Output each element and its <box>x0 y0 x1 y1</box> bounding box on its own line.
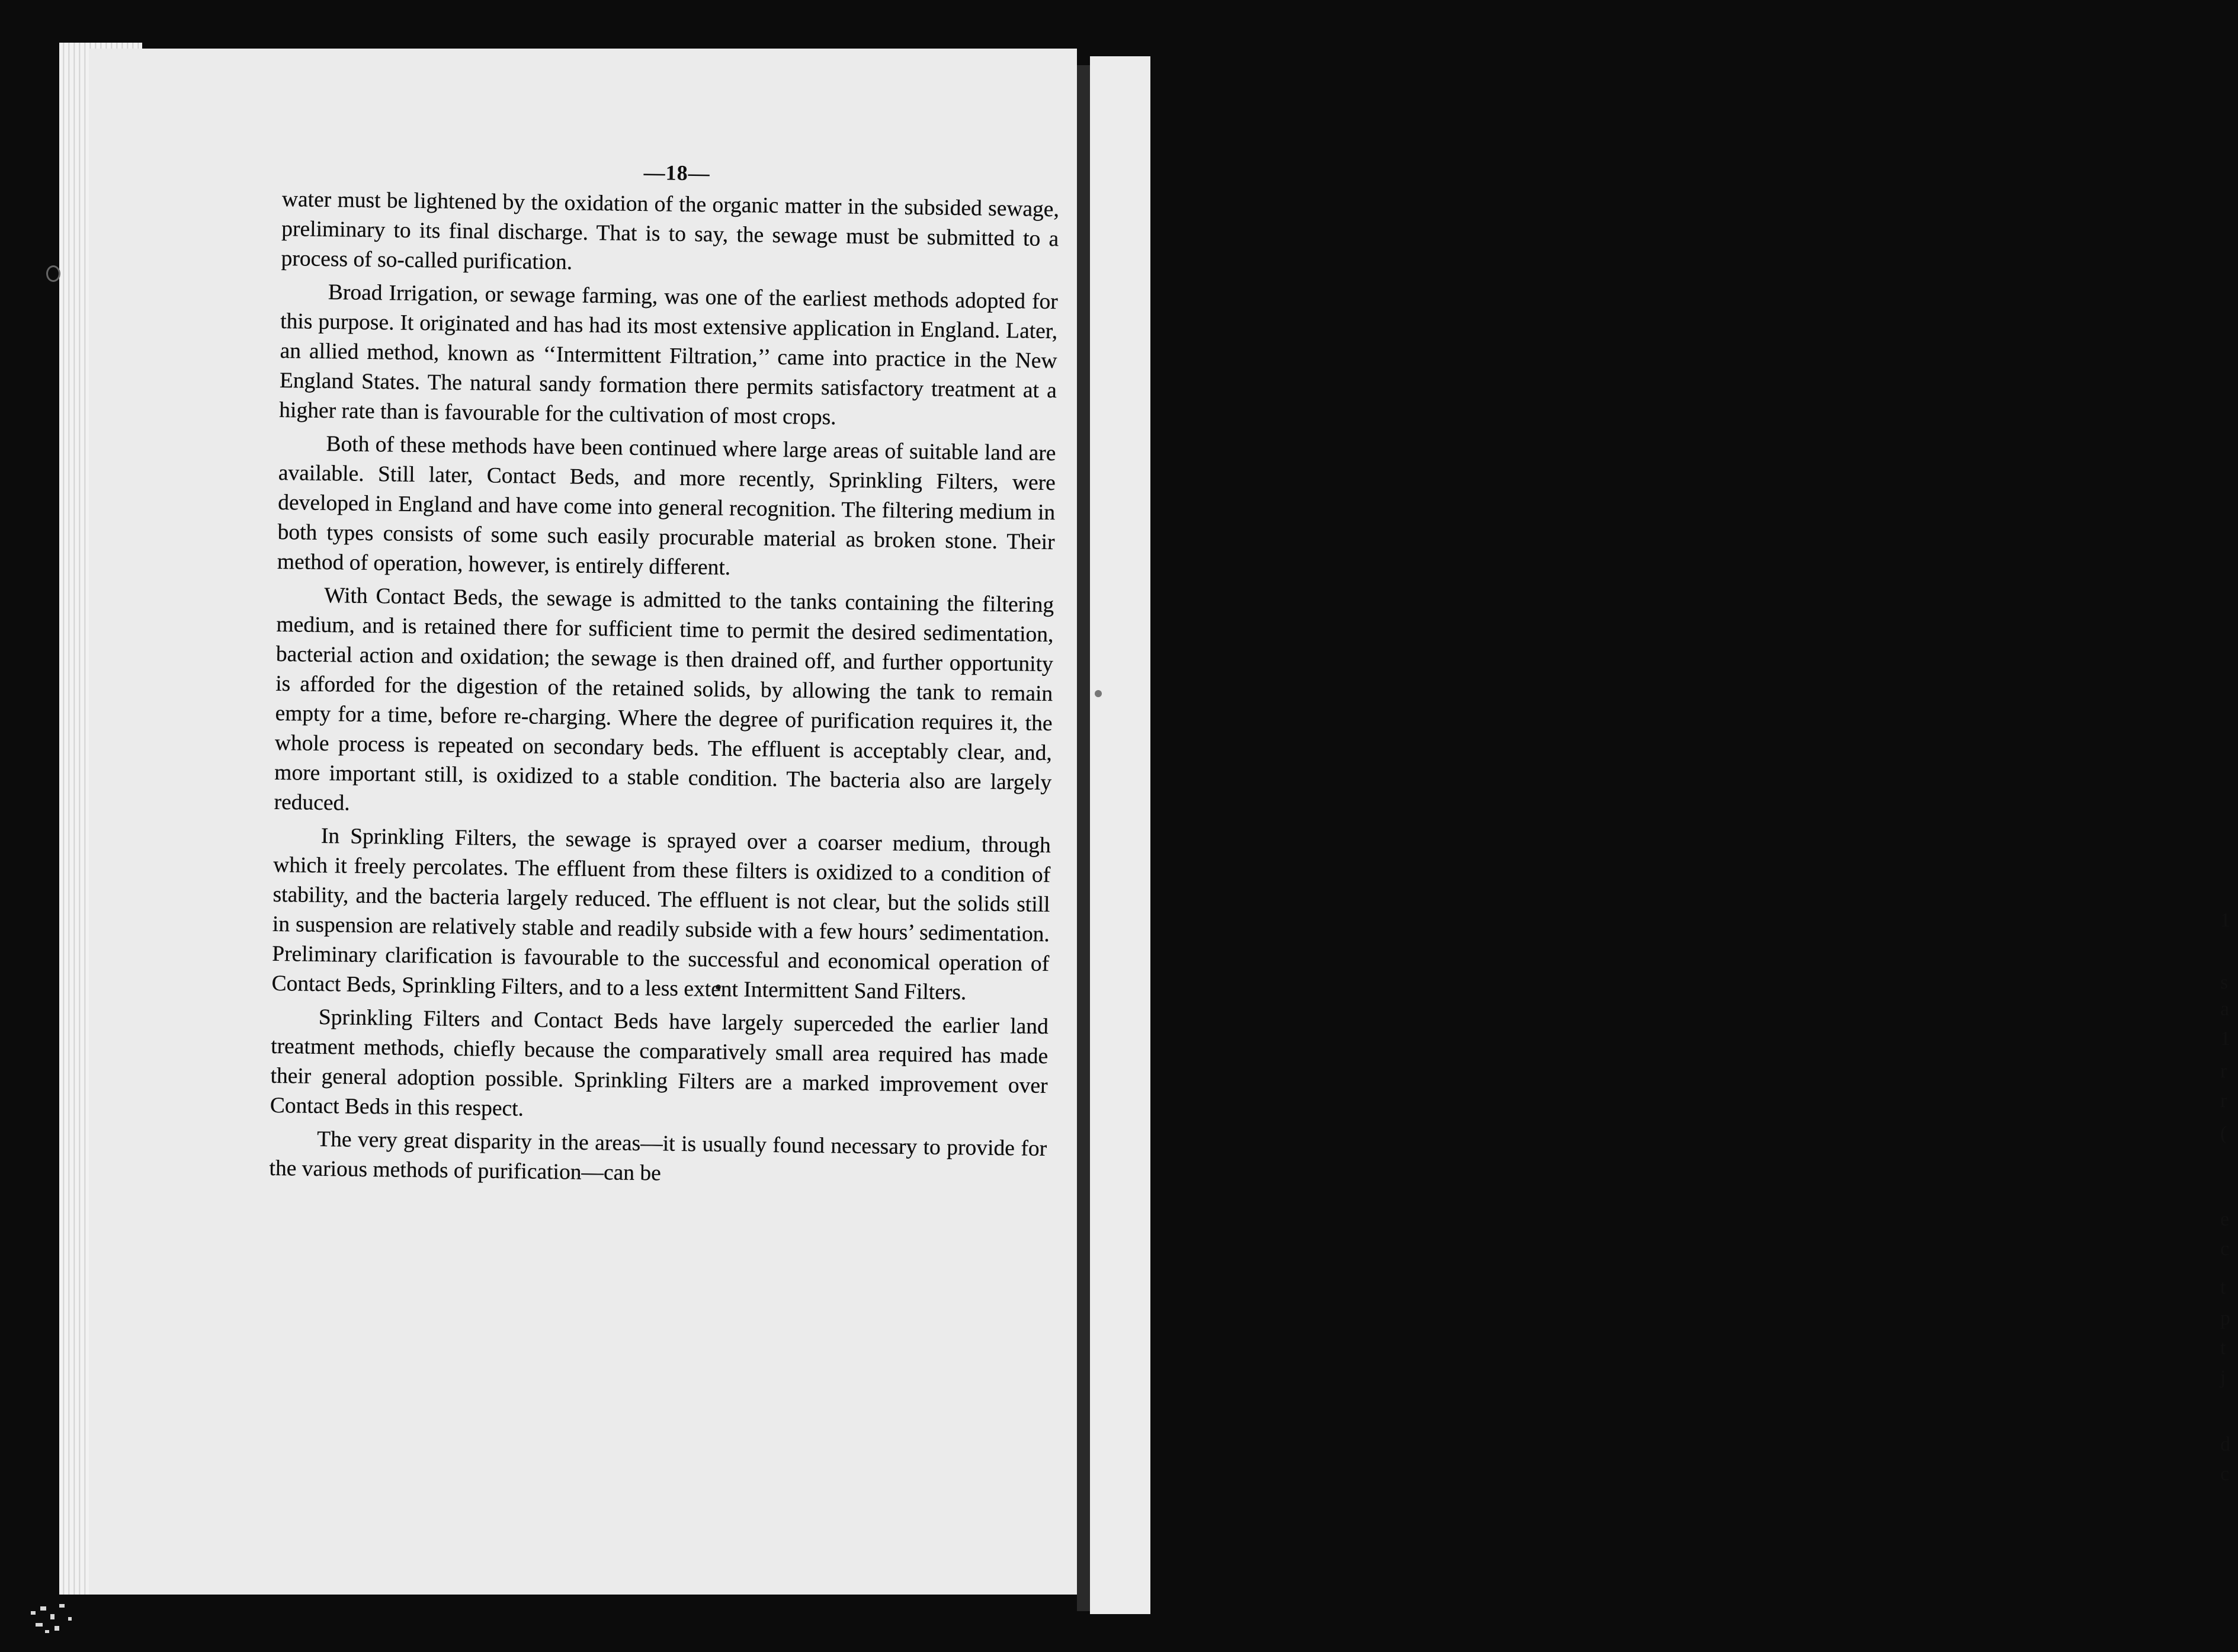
next-page-letter: ( <box>2220 1122 2227 1144</box>
next-page-letter: a <box>2220 998 2230 1020</box>
next-page-letter: 1 <box>2220 909 2230 931</box>
next-page-letter: c <box>2220 1238 2230 1260</box>
next-page-letter: e <box>2220 1208 2230 1230</box>
next-page-letter: t <box>2220 1337 2226 1359</box>
paragraph: water must be lightened by the oxidation of the organic matter in the subsided sewage, preliminary to its final discharge. That is to say, the sewage must be submitted to a process of so-called purification. <box>281 187 1060 275</box>
next-page-letter: c <box>2220 1463 2230 1485</box>
paragraph: Both of these methods have been continued where large areas of suitable land are available. Still later, Contact Beds, and more recently, Sprinkling Filters, were developed in England and have come into general recognition. The filtering medium in both types consists of some such easily procurable material as broken stone. Their method of operation, however, is entirely different. <box>277 432 1056 580</box>
scan-debris <box>24 1593 89 1641</box>
next-page-edge <box>1090 56 2230 1614</box>
scan-speck <box>1095 690 1102 697</box>
next-page-letter: s <box>2220 971 2229 993</box>
next-page-letter: j <box>2220 1366 2226 1388</box>
paragraph: The very great disparity in the areas—it is usually found necessary to provide for the various methods of purification—can be <box>269 1127 1047 1186</box>
page-text <box>269 153 1060 1197</box>
page-gutter-shadow <box>1077 65 1090 1611</box>
page-number: —18— <box>643 160 710 185</box>
next-page-letter: r <box>2220 1060 2227 1082</box>
paragraph: Broad Irrigation, or sewage farming, was one of the earliest methods adopted for this purpose. It originated and has had its most extensive application in England. Later, an allied method, known as ‘‘Intermittent Filtration,’’ came into practice in the New England States. The natural sandy formation there permits satisfactory treatment at a higher rate than is favourable for the cultivation of most crops. <box>279 280 1059 430</box>
paragraph: In Sprinkling Filters, the sewage is sprayed over a coarser medium, through which it freely percolates. The effluent from these filters is oxidized to a condition of stability, and the bacteria largely reduced. The effluent is not clear, but the solids still in suspension are relatively stable and readily subside with a few hours’ sedimentation. Preliminary clarification is favourable to the successful and economical operation of Contact Beds, Sprinkling Filters, and to a less extent Intermittent Sand Filters. <box>271 823 1051 1005</box>
paragraph: With Contact Beds, the sewage is admitted to the tanks containing the filtering medium, and is retained there for sufficient time to permit the desired sedimentation, bacterial action and oxidation; the sewage is then drained off, and further opportunity is afforded for the digestion of the retained solids, by allowing the tank to remain empty for a time, before re-charging. Where the degree of purification requires it, the whole process is repeated on secondary beds. The effluent is acceptably clear, and, more important still, is oxidized to a stable condition. The bacteria also are largely reduced. <box>274 583 1054 816</box>
scan-speck <box>46 265 60 282</box>
next-page-letter: t <box>2220 1276 2226 1298</box>
next-page-letter: r <box>2220 1090 2227 1112</box>
next-page-letter: d <box>2220 1433 2230 1455</box>
next-page-letter: p <box>2220 1307 2230 1329</box>
paragraph: Sprinkling Filters and Contact Beds have largely superceded the earlier land treatment methods, chiefly because the comparatively small area required has made their general adoption possible. Sprinkling Filters are a marked improvement over Contact Beds in this respect. <box>270 1005 1049 1121</box>
next-page-letter: 1 <box>2220 1028 2230 1050</box>
